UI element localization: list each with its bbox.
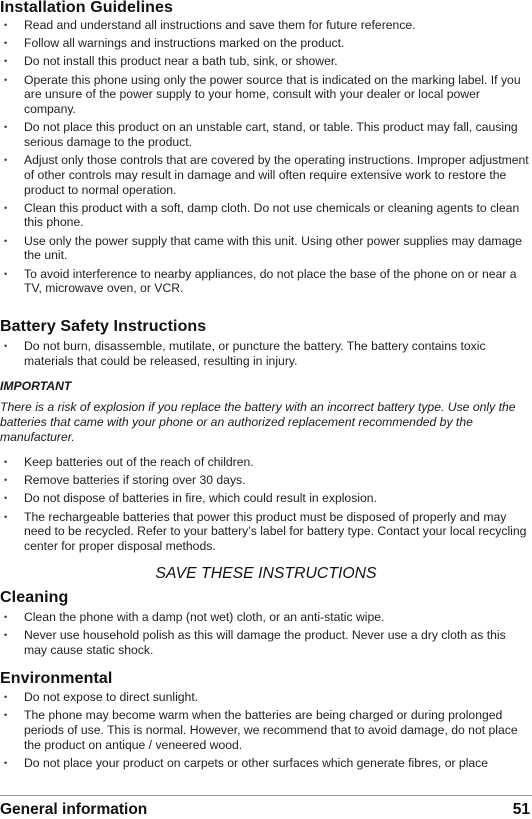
- battery-heading: Battery Safety Instructions: [0, 318, 207, 335]
- list-item: • Follow all warnings and instructions marked on the product.: [0, 36, 532, 51]
- list-item: • Do not expose to direct sunlight.: [0, 690, 532, 705]
- cleaning-heading: Cleaning: [0, 589, 69, 606]
- environmental-list: [0, 690, 532, 774]
- list-item: • Remove batteries if storing over 30 days.: [0, 473, 532, 488]
- page-footer: [0, 795, 532, 818]
- battery-list-2: [0, 455, 532, 557]
- list-item: • The rechargeable batteries that power this product must be disposed of properly and may need to be recycled. Refer to your battery’s label for battery type. Contact your local recycling center for proper disposal methods.: [0, 510, 532, 554]
- installation-list: [0, 18, 532, 299]
- list-item: • Do not install this product near a bath tub, sink, or shower.: [0, 54, 532, 69]
- list-item: • Do not place this product on an unstable cart, stand, or table. This product may fall, causing serious damage to the product.: [0, 120, 532, 149]
- installation-heading: Installation Guidelines: [0, 0, 173, 16]
- list-item: • The phone may become warm when the batteries are being charged or during prolonged periods of use. This is normal. However, we recommend that to avoid damage, do not place the product on antique / veneered wood.: [0, 708, 532, 752]
- list-item: • Operate this phone using only the power source that is indicated on the marking label. If you are unsure of the power supply to your home, consult with your dealer or local power company.: [0, 73, 532, 117]
- list-item: • Keep batteries out of the reach of children.: [0, 455, 532, 470]
- list-item: • Clean the phone with a damp (not wet) cloth, or an anti-static wipe.: [0, 610, 532, 625]
- list-item: • Read and understand all instructions and save them for future reference.: [0, 18, 532, 33]
- list-item: • Do not burn, disassemble, mutilate, or puncture the battery. The battery contains toxic materials that could be released, resulting in injury.: [0, 339, 532, 368]
- list-item: • Adjust only those controls that are covered by the operating instructions. Improper adjustment of other controls may result in damage and will often require extensive work to restore the product to normal operation.: [0, 153, 532, 197]
- important-notice: [0, 379, 532, 446]
- cleaning-list: [0, 610, 532, 661]
- environmental-heading: Environmental: [0, 670, 113, 687]
- important-label: IMPORTANT: [0, 379, 72, 393]
- list-item: • To avoid interference to nearby appliances, do not place the base of the phone on or near a TV, microwave oven, or VCR.: [0, 267, 532, 296]
- save-instructions-notice: SAVE THESE INSTRUCTIONS: [155, 565, 377, 582]
- footer-section-title: General information: [0, 801, 148, 818]
- list-item: • Do not place your product on carpets or other surfaces which generate fibres, or place: [0, 756, 532, 771]
- list-item: • Use only the power supply that came with this unit. Using other power supplies may damage the unit.: [0, 234, 532, 263]
- list-item: • Never use household polish as this will damage the product. Never use a dry cloth as this may cause static shock.: [0, 628, 532, 657]
- page-number: 51: [512, 801, 530, 818]
- list-item: • Clean this product with a soft, damp cloth. Do not use chemicals or cleaning agents to clean this phone.: [0, 201, 532, 230]
- important-text: There is a risk of explosion if you replace the battery with an incorrect battery type. Use only the batteries that came with your phone or an authorized replacement recommended by the manufacturer.: [0, 400, 516, 445]
- battery-list: [0, 339, 532, 372]
- list-item: • Do not dispose of batteries in fire, which could result in explosion.: [0, 491, 532, 506]
